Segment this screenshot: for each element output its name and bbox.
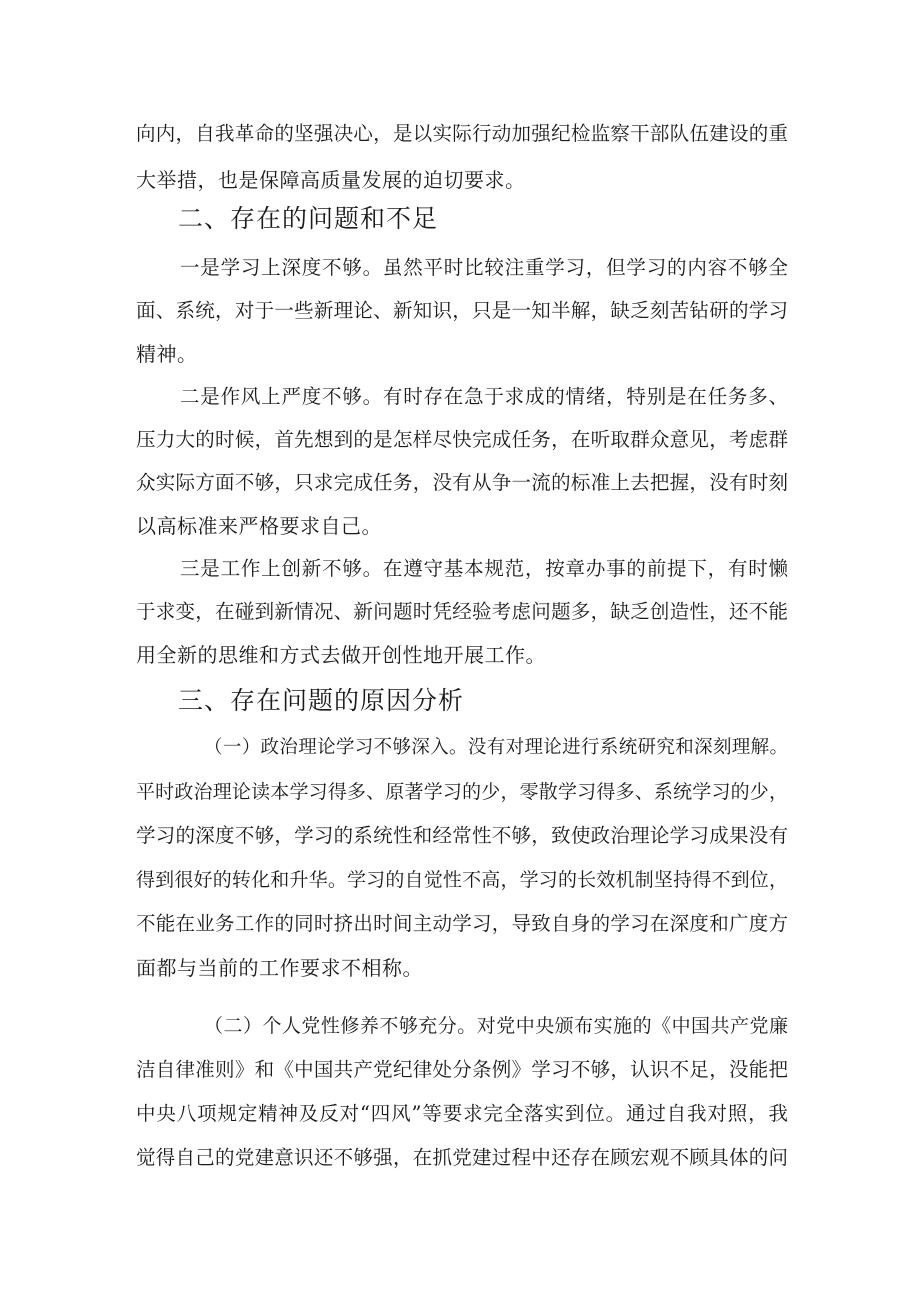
section-heading: 三、存在问题的原因分析 [178, 686, 465, 715]
text-line: （一）政治理论学习不够深入。没有对理论进行系统研究和深刻理解。 [204, 737, 788, 758]
text-line: 觉得自己的党建意识还不够强，在抓党建过程中还存在顾宏观不顾具体的问 [136, 1146, 788, 1169]
text-line: 三是工作上创新不够。在遵守基本规范，按章办事的前提下，有时懒 [180, 557, 788, 580]
text-line: 压力大的时候，首先想到的是怎样尽快完成任务，在听取群众意见，考虑群 [136, 428, 788, 451]
section-heading: 二、存在的问题和不足 [178, 204, 439, 233]
text-line: 用全新的思维和方式去做开创性地开展工作。 [136, 643, 546, 667]
text-line: 一是学习上深度不够。虽然平时比较注重学习，但学习的内容不够全 [180, 256, 788, 279]
text-line: 学习的深度不够，学习的系统性和经常性不够，致使政治理论学习成果没有 [136, 824, 788, 847]
text-line: 中央八项规定精神及反对“四风”等要求完全落实到位。通过自我对照，我 [136, 1102, 788, 1125]
text-line: 大举措，也是保障高质量发展的迫切要求。 [136, 168, 526, 192]
text-line: 洁自律准则》和《中国共产党纪律处分条例》学习不够，认识不足，没能把 [136, 1058, 788, 1081]
text-line: 平时政治理论读本学习得多、原著学习的少，零散学习得多、系统学习的少， [136, 781, 788, 803]
text-line: 面、系统，对于一些新理论、新知识，只是一知半解，缺乏刻苦钻研的学习 [136, 299, 788, 322]
text-line: （二）个人党性修养不够充分。对党中央颁布实施的《中国共产党廉 [204, 1015, 788, 1037]
text-line: 精神。 [136, 342, 198, 366]
text-line: 面都与当前的工作要求不相称。 [136, 956, 423, 980]
text-line: 不能在业务工作的同时挤出时间主动学习，导致自身的学习在深度和广度方 [136, 912, 788, 935]
text-line: 众实际方面不够，只求完成任务，没有从争一流的标准上去把握，没有时刻 [136, 471, 788, 494]
text-line: 以高标准来严格要求自己。 [136, 514, 382, 538]
text-line: 向内，自我革命的坚强决心，是以实际行动加强纪检监察干部队伍建设的重 [136, 122, 788, 145]
text-line: 于求变，在碰到新情况、新问题时凭经验考虑问题多，缺乏创造性，还不能 [136, 600, 788, 623]
text-line: 得到很好的转化和升华。学习的自觉性不高，学习的长效机制坚持得不到位， [136, 869, 788, 891]
text-line: 二是作风上严度不够。有时存在急于求成的情绪，特别是在任务多、 [180, 385, 788, 408]
